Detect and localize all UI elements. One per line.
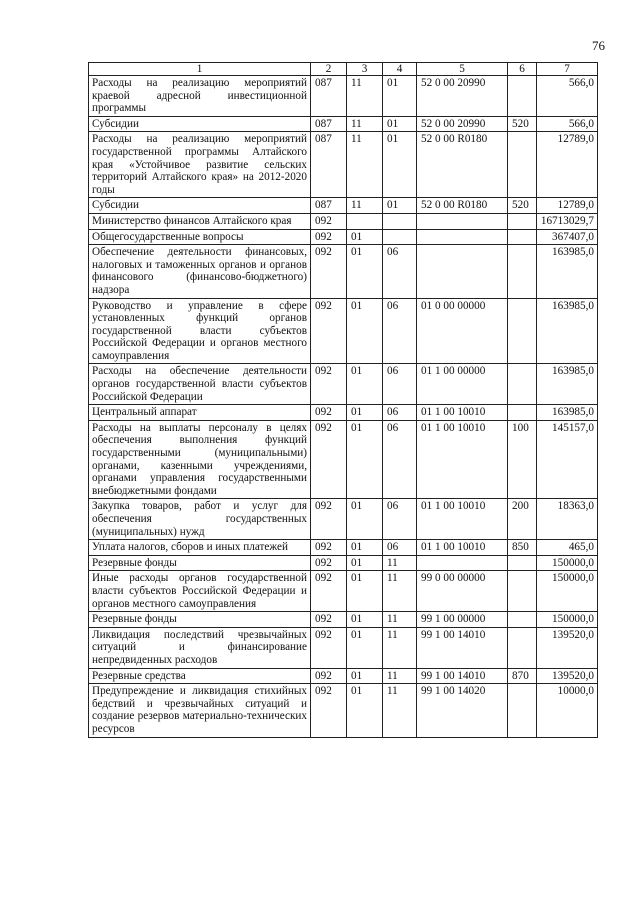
section-code-cell: 01 [347, 668, 383, 684]
target-article-cell: 01 1 00 10010 [417, 405, 508, 421]
expense-type-cell [508, 684, 537, 737]
target-article-cell [417, 555, 508, 571]
amount-cell: 566,0 [537, 76, 598, 117]
subsection-code-cell: 11 [383, 627, 417, 668]
amount-cell: 465,0 [537, 540, 598, 556]
amount-cell: 12789,0 [537, 198, 598, 214]
table-row [89, 612, 598, 628]
row-name-cell: Резервные фонды [89, 555, 311, 571]
expense-type-cell [508, 571, 537, 612]
amount-cell: 139520,0 [537, 627, 598, 668]
ministry-code-cell: 092 [311, 499, 347, 540]
section-code-cell: 01 [347, 245, 383, 298]
table-row [89, 213, 598, 229]
row-name-cell: Ликвидация последствий чрезвычайных ситуаций и финансирование непредвиденных расходов [89, 627, 311, 668]
amount-cell: 18363,0 [537, 499, 598, 540]
subsection-code-cell: 01 [383, 76, 417, 117]
expense-type-cell [508, 298, 537, 364]
ministry-code-cell: 087 [311, 132, 347, 198]
table-header-row [89, 63, 598, 76]
amount-cell: 367407,0 [537, 229, 598, 245]
ministry-code-cell: 092 [311, 420, 347, 499]
subsection-code-cell: 06 [383, 420, 417, 499]
row-name-cell: Руководство и управление в сфере установленных функций органов государственной власти субъектов Российской Федерации и органов местного самоуправления [89, 298, 311, 364]
row-name-cell: Иные расходы органов государственной власти субъектов Российской Федерации и органов местного самоуправления [89, 571, 311, 612]
amount-cell: 150000,0 [537, 571, 598, 612]
target-article-cell: 01 1 00 00000 [417, 364, 508, 405]
table-row [89, 571, 598, 612]
table-row [89, 627, 598, 668]
target-article-cell: 52 0 00 R0180 [417, 132, 508, 198]
row-name-cell: Расходы на обеспечение деятельности органов государственной власти субъектов Российской Федерации [89, 364, 311, 405]
target-article-cell: 52 0 00 R0180 [417, 198, 508, 214]
column-header: 4 [383, 63, 417, 76]
amount-cell: 12789,0 [537, 132, 598, 198]
amount-cell: 163985,0 [537, 298, 598, 364]
target-article-cell: 99 1 00 00000 [417, 612, 508, 628]
subsection-code-cell [383, 229, 417, 245]
expense-type-cell: 850 [508, 540, 537, 556]
row-name-cell: Резервные фонды [89, 612, 311, 628]
subsection-code-cell: 11 [383, 612, 417, 628]
table-row [89, 405, 598, 421]
section-code-cell: 01 [347, 499, 383, 540]
ministry-code-cell: 092 [311, 540, 347, 556]
target-article-cell [417, 245, 508, 298]
column-header: 6 [508, 63, 537, 76]
section-code-cell: 01 [347, 612, 383, 628]
target-article-cell: 99 1 00 14010 [417, 668, 508, 684]
table-row [89, 684, 598, 737]
ministry-code-cell: 087 [311, 198, 347, 214]
expense-type-cell: 100 [508, 420, 537, 499]
expense-type-cell [508, 213, 537, 229]
subsection-code-cell: 01 [383, 116, 417, 132]
section-code-cell: 01 [347, 298, 383, 364]
ministry-code-cell: 092 [311, 364, 347, 405]
section-code-cell: 01 [347, 405, 383, 421]
target-article-cell: 52 0 00 20990 [417, 116, 508, 132]
target-article-cell [417, 213, 508, 229]
section-code-cell: 01 [347, 420, 383, 499]
expense-type-cell [508, 132, 537, 198]
amount-cell: 150000,0 [537, 555, 598, 571]
section-code-cell: 01 [347, 571, 383, 612]
target-article-cell: 01 1 00 10010 [417, 540, 508, 556]
section-code-cell: 01 [347, 229, 383, 245]
column-header: 7 [537, 63, 598, 76]
amount-cell: 145157,0 [537, 420, 598, 499]
table-row [89, 364, 598, 405]
target-article-cell: 01 1 00 10010 [417, 420, 508, 499]
section-code-cell: 11 [347, 76, 383, 117]
row-name-cell: Обеспечение деятельности финансовых, налоговых и таможенных органов и органов финансового (финансово-бюджетного) надзора [89, 245, 311, 298]
subsection-code-cell: 11 [383, 668, 417, 684]
ministry-code-cell: 092 [311, 213, 347, 229]
section-code-cell: 01 [347, 555, 383, 571]
target-article-cell: 99 1 00 14020 [417, 684, 508, 737]
row-name-cell: Закупка товаров, работ и услуг для обеспечения государственных (муниципальных) нужд [89, 499, 311, 540]
target-article-cell [417, 229, 508, 245]
row-name-cell: Расходы на выплаты персоналу в целях обеспечения выполнения функций государственными (муниципальными) органами, казенными учреждениями, органами управления государственными внебюджетными фондами [89, 420, 311, 499]
target-article-cell: 01 0 00 00000 [417, 298, 508, 364]
table-row [89, 668, 598, 684]
amount-cell: 566,0 [537, 116, 598, 132]
subsection-code-cell: 06 [383, 245, 417, 298]
subsection-code-cell: 06 [383, 540, 417, 556]
row-name-cell: Резервные средства [89, 668, 311, 684]
table-row [89, 132, 598, 198]
row-name-cell: Расходы на реализацию мероприятий государственной программы Алтайского края «Устойчивое развитие сельских территорий Алтайского края» на 2012-2020 годы [89, 132, 311, 198]
section-code-cell: 11 [347, 132, 383, 198]
expense-type-cell: 520 [508, 198, 537, 214]
section-code-cell: 11 [347, 116, 383, 132]
expense-type-cell [508, 555, 537, 571]
ministry-code-cell: 087 [311, 116, 347, 132]
amount-cell: 139520,0 [537, 668, 598, 684]
ministry-code-cell: 092 [311, 571, 347, 612]
ministry-code-cell: 092 [311, 668, 347, 684]
ministry-code-cell: 092 [311, 555, 347, 571]
row-name-cell: Министерство финансов Алтайского края [89, 213, 311, 229]
subsection-code-cell: 01 [383, 132, 417, 198]
table-row [89, 229, 598, 245]
target-article-cell: 52 0 00 20990 [417, 76, 508, 117]
column-header: 2 [311, 63, 347, 76]
section-code-cell: 01 [347, 364, 383, 405]
target-article-cell: 99 0 00 00000 [417, 571, 508, 612]
table-row [89, 298, 598, 364]
ministry-code-cell: 092 [311, 612, 347, 628]
table-row [89, 540, 598, 556]
expense-type-cell [508, 405, 537, 421]
expense-type-cell [508, 612, 537, 628]
row-name-cell: Общегосударственные вопросы [89, 229, 311, 245]
subsection-code-cell: 06 [383, 499, 417, 540]
row-name-cell: Уплата налогов, сборов и иных платежей [89, 540, 311, 556]
row-name-cell: Центральный аппарат [89, 405, 311, 421]
section-code-cell: 01 [347, 684, 383, 737]
expense-type-cell: 870 [508, 668, 537, 684]
expense-type-cell: 200 [508, 499, 537, 540]
ministry-code-cell: 092 [311, 405, 347, 421]
table-row [89, 420, 598, 499]
amount-cell: 163985,0 [537, 405, 598, 421]
subsection-code-cell: 11 [383, 571, 417, 612]
section-code-cell [347, 213, 383, 229]
table-row [89, 555, 598, 571]
section-code-cell: 01 [347, 627, 383, 668]
amount-cell: 163985,0 [537, 364, 598, 405]
table-row [89, 76, 598, 117]
row-name-cell: Предупреждение и ликвидация стихийных бедствий и чрезвычайных ситуаций и создание резервов материально-технических ресурсов [89, 684, 311, 737]
expense-type-cell [508, 245, 537, 298]
amount-cell: 16713029,7 [537, 213, 598, 229]
row-name-cell: Субсидии [89, 116, 311, 132]
row-name-cell: Субсидии [89, 198, 311, 214]
budget-table [88, 62, 598, 738]
target-article-cell: 99 1 00 14010 [417, 627, 508, 668]
column-header: 5 [417, 63, 508, 76]
subsection-code-cell: 06 [383, 405, 417, 421]
page-number: 76 [592, 38, 605, 53]
amount-cell: 150000,0 [537, 612, 598, 628]
table-row [89, 245, 598, 298]
table-row [89, 198, 598, 214]
amount-cell: 10000,0 [537, 684, 598, 737]
ministry-code-cell: 092 [311, 245, 347, 298]
ministry-code-cell: 092 [311, 627, 347, 668]
subsection-code-cell: 11 [383, 684, 417, 737]
section-code-cell: 01 [347, 540, 383, 556]
section-code-cell: 11 [347, 198, 383, 214]
subsection-code-cell: 01 [383, 198, 417, 214]
ministry-code-cell: 092 [311, 298, 347, 364]
expense-type-cell [508, 229, 537, 245]
table-row [89, 116, 598, 132]
subsection-code-cell [383, 213, 417, 229]
subsection-code-cell: 06 [383, 364, 417, 405]
table-row [89, 499, 598, 540]
ministry-code-cell: 087 [311, 76, 347, 117]
expense-type-cell [508, 364, 537, 405]
subsection-code-cell: 06 [383, 298, 417, 364]
amount-cell: 163985,0 [537, 245, 598, 298]
subsection-code-cell: 11 [383, 555, 417, 571]
row-name-cell: Расходы на реализацию мероприятий краевой адресной инвестиционной программы [89, 76, 311, 117]
expense-type-cell [508, 627, 537, 668]
target-article-cell: 01 1 00 10010 [417, 499, 508, 540]
expense-type-cell: 520 [508, 116, 537, 132]
ministry-code-cell: 092 [311, 684, 347, 737]
column-header: 3 [347, 63, 383, 76]
ministry-code-cell: 092 [311, 229, 347, 245]
column-header: 1 [89, 63, 311, 76]
expense-type-cell [508, 76, 537, 117]
